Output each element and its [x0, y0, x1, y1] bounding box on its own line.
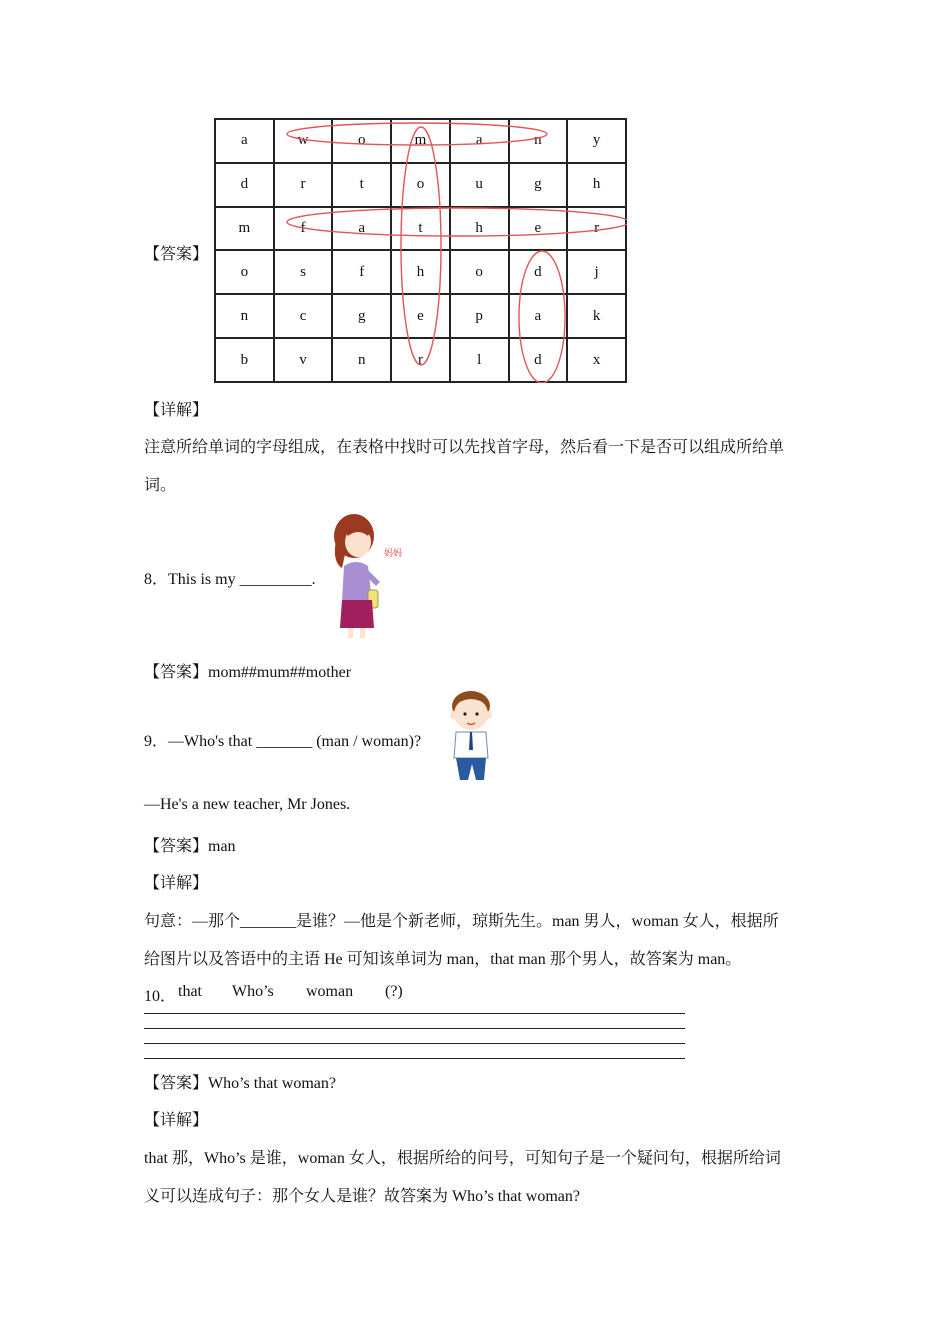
grid-cell: t — [391, 207, 450, 251]
grid-row — [215, 119, 626, 163]
word-chip: woman — [306, 983, 354, 1000]
grid-cell: e — [391, 294, 450, 338]
grid-cell: h — [391, 250, 450, 294]
detail-label: 【详解】 — [144, 875, 209, 892]
answer-10: 【答案】Who’s that woman? — [144, 1075, 336, 1092]
grid-cell: a — [509, 294, 568, 338]
grid-cell: o — [215, 250, 274, 294]
grid-cell: c — [274, 294, 333, 338]
word-chip: (?) — [385, 983, 403, 1000]
grid-cell: f — [274, 207, 333, 251]
grid-cell: m — [391, 119, 450, 163]
grid-cell: j — [567, 250, 626, 294]
answer-writing-line — [144, 1028, 685, 1029]
grid-cell: h — [567, 163, 626, 207]
grid-cell: n — [215, 294, 274, 338]
man-illustration — [440, 688, 504, 784]
answer-writing-line — [144, 1058, 685, 1059]
grid-cell: o — [450, 250, 509, 294]
grid-row — [215, 207, 626, 251]
answer-8: 【答案】mom##mum##mother — [144, 664, 352, 681]
grid-cell: f — [332, 250, 391, 294]
detail-label: 【详解】 — [144, 1112, 209, 1129]
grid-cell: p — [450, 294, 509, 338]
grid-cell: b — [215, 338, 274, 382]
grid-cell: x — [567, 338, 626, 382]
answer-9: 【答案】man — [144, 838, 236, 855]
detail-text-line: 词。 — [144, 477, 177, 494]
grid-row — [215, 250, 626, 294]
question-9: 9．—Who's that _______ (man / woman)? — [144, 733, 422, 750]
grid-cell: n — [332, 338, 391, 382]
grid-cell: r — [567, 207, 626, 251]
detail-text-line: that 那，Who’s 是谁，woman 女人，根据所给的问号，可知句子是一个疑问句，根据所给词 — [144, 1150, 781, 1167]
answer-writing-line — [144, 1013, 685, 1014]
word-search-table — [214, 118, 627, 383]
word-chip: Who’s — [232, 983, 274, 1000]
detail-label: 【详解】 — [144, 402, 209, 419]
word-chip: that — [178, 983, 202, 1000]
grid-cell: g — [509, 163, 568, 207]
grid-cell: r — [391, 338, 450, 382]
grid-cell: d — [509, 250, 568, 294]
grid-cell: u — [450, 163, 509, 207]
grid-cell: o — [391, 163, 450, 207]
grid-cell: m — [215, 207, 274, 251]
grid-cell: n — [509, 119, 568, 163]
grid-cell: y — [567, 119, 626, 163]
mother-illustration — [328, 510, 408, 642]
grid-cell: e — [509, 207, 568, 251]
detail-text-line: 注意所给单词的字母组成，在表格中找时可以先找首字母，然后看一下是否可以组成所给单 — [144, 439, 785, 456]
grid-cell: r — [274, 163, 333, 207]
grid-row — [215, 163, 626, 207]
grid-cell: a — [332, 207, 391, 251]
reply-9: —He's a new teacher, Mr Jones. — [144, 796, 351, 813]
question-8: 8．This is my _________. — [144, 571, 316, 588]
detail-text-line: 句意：—那个_______是谁？—他是个新老师，琼斯先生。man 男人，woman 女人，根据所 — [144, 913, 779, 930]
grid-cell: v — [274, 338, 333, 382]
detail-text-line: 义可以连成句子：那个女人是谁？故答案为 Who’s that woman? — [144, 1188, 580, 1205]
grid-cell: k — [567, 294, 626, 338]
grid-cell: a — [450, 119, 509, 163]
image-caption: 妈妈 — [384, 549, 403, 559]
detail-text-line: 给图片以及答语中的主语 He 可知该单词为 man，that man 那个男人，故答案为 man。 — [144, 951, 742, 968]
answer-writing-line — [144, 1043, 685, 1044]
grid-cell: t — [332, 163, 391, 207]
grid-row — [215, 294, 626, 338]
grid-row — [215, 338, 626, 382]
grid-cell: o — [332, 119, 391, 163]
grid-cell: d — [215, 163, 274, 207]
grid-cell: l — [450, 338, 509, 382]
grid-cell: w — [274, 119, 333, 163]
answer-label: 【答案】 — [144, 246, 209, 263]
grid-cell: d — [509, 338, 568, 382]
word-search-grid — [214, 118, 627, 383]
grid-cell: s — [274, 250, 333, 294]
grid-cell: h — [450, 207, 509, 251]
question-10-number: 10． — [144, 988, 177, 1005]
grid-cell: a — [215, 119, 274, 163]
grid-cell: g — [332, 294, 391, 338]
